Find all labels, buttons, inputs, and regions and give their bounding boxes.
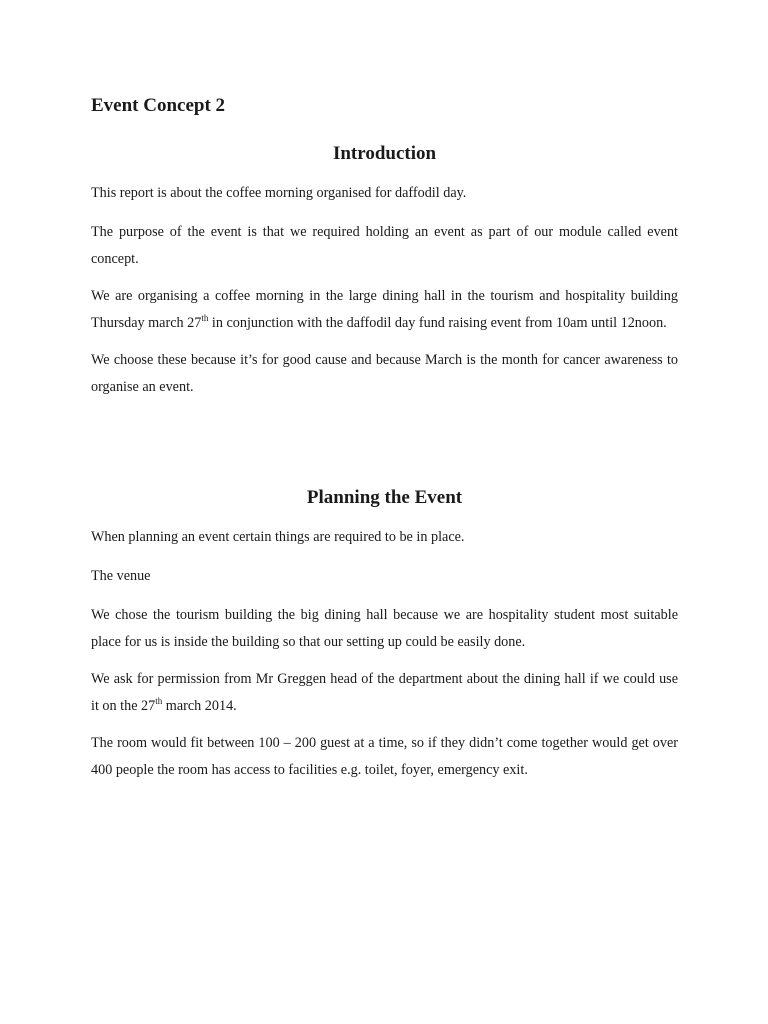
intro-paragraph-2: The purpose of the event is that we required holding an event as part of our module called event concept. xyxy=(91,224,678,267)
intro-paragraph-3 xyxy=(91,283,678,337)
intro-paragraph-3-text-b: in conjunction with the daffodil day fund raising event from 10am until 12noon. xyxy=(208,315,667,331)
document-title: Event Concept 2 xyxy=(91,95,226,116)
planning-paragraph-2: The venue xyxy=(91,568,151,584)
planning-paragraph-1: When planning an event certain things are required to be in place. xyxy=(91,529,465,545)
planning-paragraph-4 xyxy=(91,666,678,720)
planning-heading: Planning the Event xyxy=(306,487,463,508)
ordinal-suffix: th xyxy=(155,696,163,706)
intro-paragraph-4: We choose these because it’s for good cause and because March is the month for cancer awareness to organise an event. xyxy=(91,352,678,395)
introduction-heading: Introduction xyxy=(332,143,437,164)
planning-paragraph-5: The room would fit between 100 – 200 guest at a time, so if they didn’t come together would get over 400 people the room has access to facilities e.g. toilet, foyer, emergency exit. xyxy=(91,735,678,778)
intro-paragraph-3-text-a: We are organising a coffee morning in the large dining hall in the tourism and hospitality building Thursday march 27 xyxy=(91,288,678,331)
planning-paragraph-4-text-a: We ask for permission from Mr Greggen head of the department about the dining hall if we could use it on the 27 xyxy=(91,671,678,714)
ordinal-suffix: th xyxy=(201,313,209,323)
planning-paragraph-3: We chose the tourism building the big dining hall because we are hospitality student most suitable place for us is inside the building so that our setting up could be easily done. xyxy=(91,607,678,650)
intro-paragraph-1: This report is about the coffee morning organised for daffodil day. xyxy=(91,185,467,201)
planning-paragraph-4-text-b: march 2014. xyxy=(162,698,237,714)
